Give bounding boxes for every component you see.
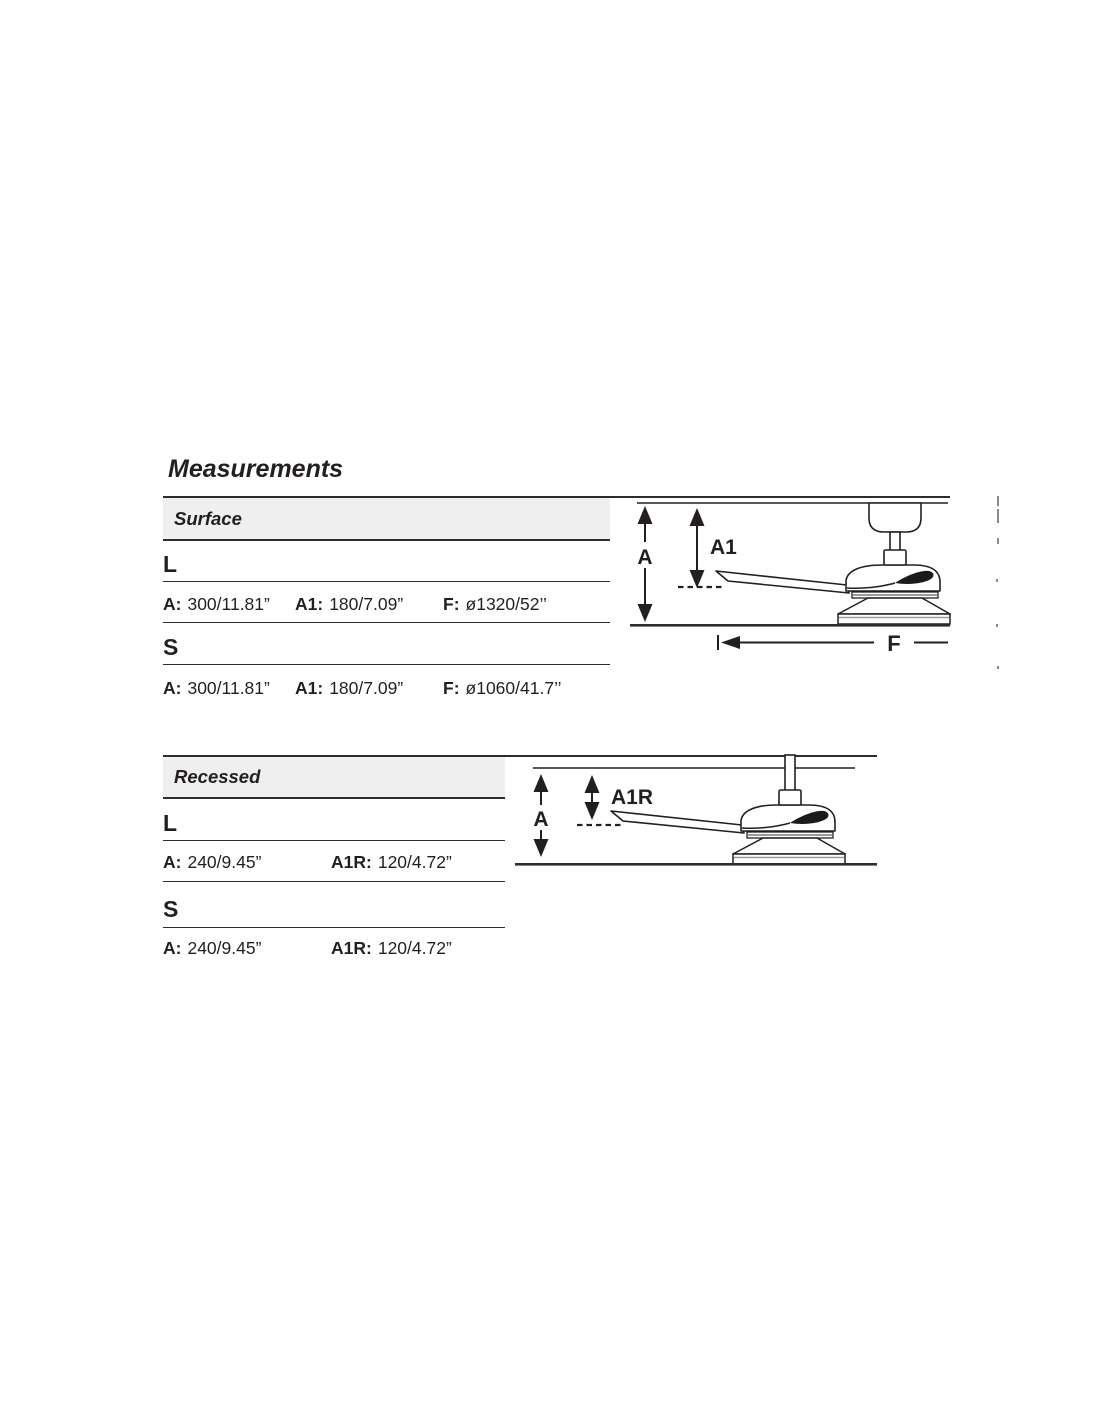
label-a1: A1 [710, 536, 737, 559]
recessed-row-rule [163, 881, 505, 882]
floor-line [515, 863, 877, 866]
surface-row-rule [163, 581, 610, 582]
crop-artifact [997, 666, 999, 669]
downrod [890, 532, 900, 551]
canopy [869, 503, 921, 532]
dimension-arrow-a [533, 774, 548, 857]
spec-a1: A1: 180/7.09” [295, 678, 404, 698]
surface-row-rule [163, 664, 610, 665]
surface-header-rule [163, 539, 610, 541]
surface-size-l: L [163, 551, 178, 577]
downrod [785, 755, 795, 792]
dimension-arrow-f [718, 631, 948, 656]
crop-artifact [997, 509, 999, 523]
spec-a1: A1: 180/7.09” [295, 594, 404, 614]
recessed-size-s: S [163, 896, 179, 922]
label-a: A [533, 808, 549, 831]
label-a: A [637, 546, 653, 569]
recessed-mounting-diagram [505, 745, 890, 875]
floor-line [630, 624, 950, 627]
surface-s-specs [163, 678, 610, 700]
spec-a: A: 300/11.81” [163, 594, 270, 614]
surface-header-label: Surface [174, 507, 242, 529]
surface-l-specs [163, 594, 610, 616]
spec-a1r: A1R: 120/4.72” [331, 852, 452, 872]
recessed-size-l: L [163, 810, 178, 836]
ceiling-fan-icon [716, 550, 950, 624]
spec-f: F: ø1320/52’’ [443, 594, 547, 614]
spec-a: A: 240/9.45” [163, 938, 262, 958]
page-title: Measurements [168, 455, 344, 483]
recessed-row-rule [163, 840, 505, 841]
label-a1r: A1R [611, 786, 654, 809]
recessed-header-rule [163, 797, 505, 799]
recessed-row-rule [163, 927, 505, 928]
recessed-header-label: Recessed [174, 766, 261, 787]
crop-artifact [996, 579, 998, 582]
surface-mounting-diagram [610, 486, 955, 666]
recessed-s-specs [163, 938, 505, 960]
crop-artifact [996, 624, 998, 627]
surface-size-s: S [163, 634, 179, 660]
surface-row-rule [163, 622, 610, 623]
surface-header-band [163, 498, 610, 539]
crop-artifact [997, 538, 999, 544]
spec-a: A: 300/11.81” [163, 678, 270, 698]
crop-artifact [997, 496, 999, 506]
spec-a1r: A1R: 120/4.72” [331, 938, 452, 958]
recessed-header-band [163, 757, 505, 797]
dimension-arrow-a [637, 506, 652, 622]
label-f: F [887, 631, 901, 656]
recessed-l-specs [163, 852, 505, 874]
spec-f: F: ø1060/41.7’’ [443, 678, 562, 698]
spec-a: A: 240/9.45” [163, 852, 262, 872]
